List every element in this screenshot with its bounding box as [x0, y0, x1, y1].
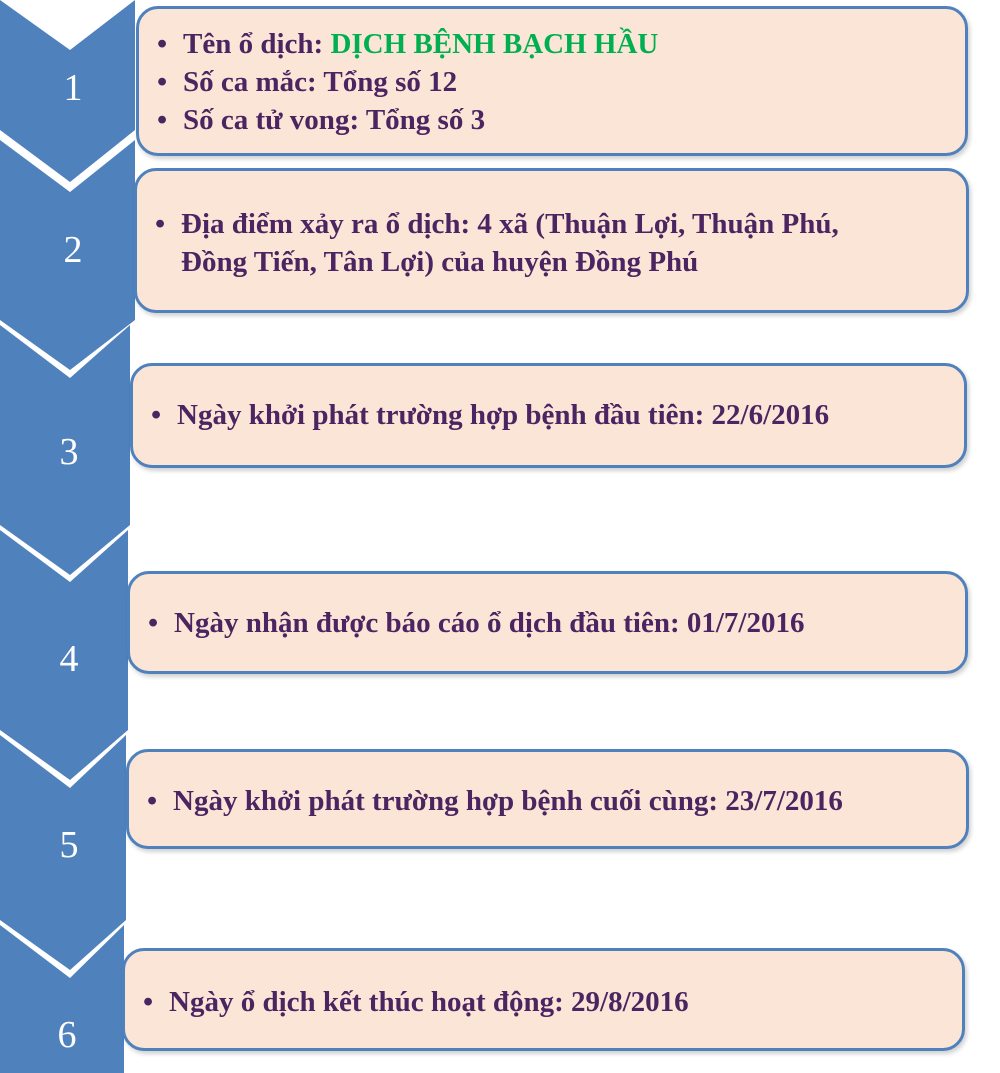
step-number-1: 1 [63, 67, 83, 109]
list-item: • Ngày ổ dịch kết thúc hoạt động: 29/8/2016 [139, 983, 952, 1021]
step-box-3 [130, 363, 967, 468]
step-number-5: 5 [59, 824, 79, 866]
step-number-4: 4 [59, 638, 79, 680]
step-box-5 [126, 749, 969, 849]
outbreak-name: DỊCH BỆNH BẠCH HẦU [330, 28, 659, 60]
step-number-3: 3 [59, 431, 79, 473]
step-number-6: 6 [57, 1014, 77, 1056]
step-number-2: 2 [63, 229, 83, 271]
list-item: • Ngày khởi phát trường hợp bệnh đầu tiên: 22/6/2016 [147, 396, 954, 434]
step-box-4 [127, 571, 968, 674]
list-item: • Số ca mắc: Tổng số 12 [153, 63, 949, 101]
list-item: • Tên ổ dịch: DỊCH BỆNH BẠCH HẦU [153, 25, 949, 63]
step-box-1 [136, 6, 968, 156]
list-item: • Số ca tử vong: Tổng số 3 [153, 101, 949, 139]
step-box-2 [134, 168, 969, 313]
list-item: • Địa điểm xảy ra ổ dịch: 4 xã (Thuận Lợi, Thuận Phú, Đồng Tiến, Tân Lợi) của huyện Đồng Phú [151, 205, 956, 281]
list-item: • Ngày khởi phát trường hợp bệnh cuối cùng: 23/7/2016 [143, 782, 956, 820]
step-box-6 [122, 948, 965, 1051]
list-item: • Ngày nhận được báo cáo ổ dịch đầu tiên: 01/7/2016 [144, 604, 955, 642]
